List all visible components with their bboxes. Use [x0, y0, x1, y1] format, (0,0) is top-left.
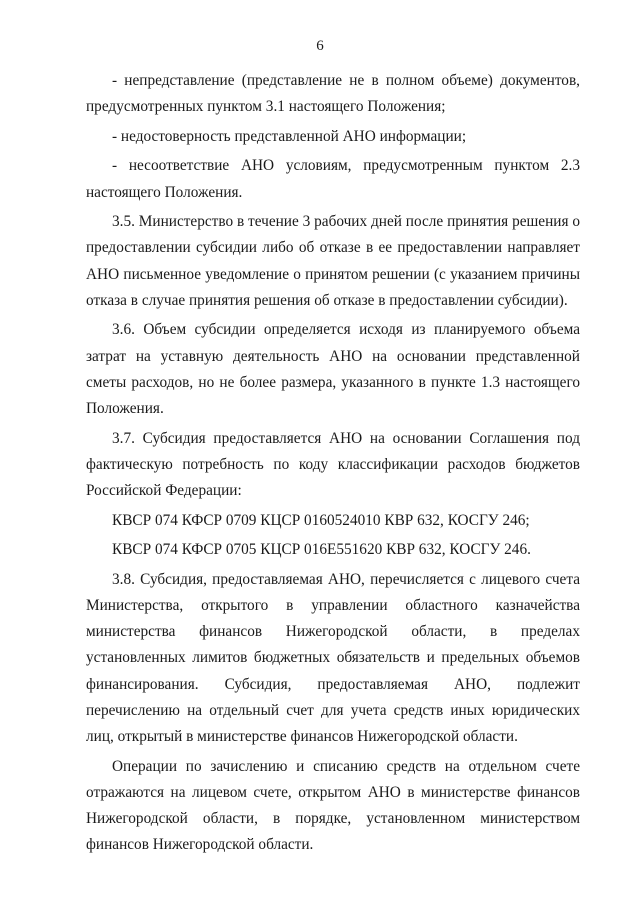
clause-3-5: 3.5. Министерство в течение 3 рабочих дней после принятия решения о предоставлении субсидии либо об отказе в ее предоставлении направляет АНО письменное уведомление о принятом решении (с указанием причины отказа в случае принятия решения об отказе в предоставлении субсидии). — [86, 213, 580, 309]
clause-3-6: 3.6. Объем субсидии определяется исходя из планируемого объема затрат на уставную деятельность АНО на основании представленной сметы расходов, но не более размера, указанного в пункте 1.3 настоящего Положения. — [86, 321, 580, 417]
clause-3-7: 3.7. Субсидия предоставляется АНО на основании Соглашения под фактическую потребность по коду классификации расходов бюджетов Российской Федерации: — [86, 429, 580, 499]
budget-code-line-2: КВСР 074 КФСР 0705 КЦСР 016Е551620 КВР 632, КОСГУ 246. — [112, 541, 531, 559]
list-item-conditions-mismatch: - несоответствие АНО условиям, предусмотренным пунктом 2.3 настоящего Положения. — [86, 157, 580, 201]
operations-paragraph: Операции по зачислению и списанию средств на отдельном счете отражаются на лицевом счете, открытом АНО в министерстве финансов Нижегородской области, в порядке, установленном министерством финансов Нижегородской области. — [86, 757, 580, 854]
budget-code-line-1: КВСР 074 КФСР 0709 КЦСР 0160524010 КВР 632, КОСГУ 246; — [112, 511, 530, 529]
page-number: 6 — [316, 38, 324, 54]
list-item-false-information: - недостоверность представленной АНО информации; — [112, 127, 467, 145]
document-body — [86, 68, 580, 858]
list-item-missing-documents: - непредставление (представление не в полном объеме) документов, предусмотренных пунктом 3.1 настоящего Положения; — [86, 72, 580, 116]
clause-3-8: 3.8. Субсидия, предоставляемая АНО, перечисляется с лицевого счета Министерства, открытого в управлении областного казначейства министерства финансов Нижегородской области, в пределах установленных лимитов бюджетных обязательств и предельных объемов финансирования. Субсидия, предоставляемая АНО, подлежит перечислению на отдельный счет для учета средств иных юридических лиц, открытый в министерстве финансов Нижегородской области. — [86, 570, 580, 745]
